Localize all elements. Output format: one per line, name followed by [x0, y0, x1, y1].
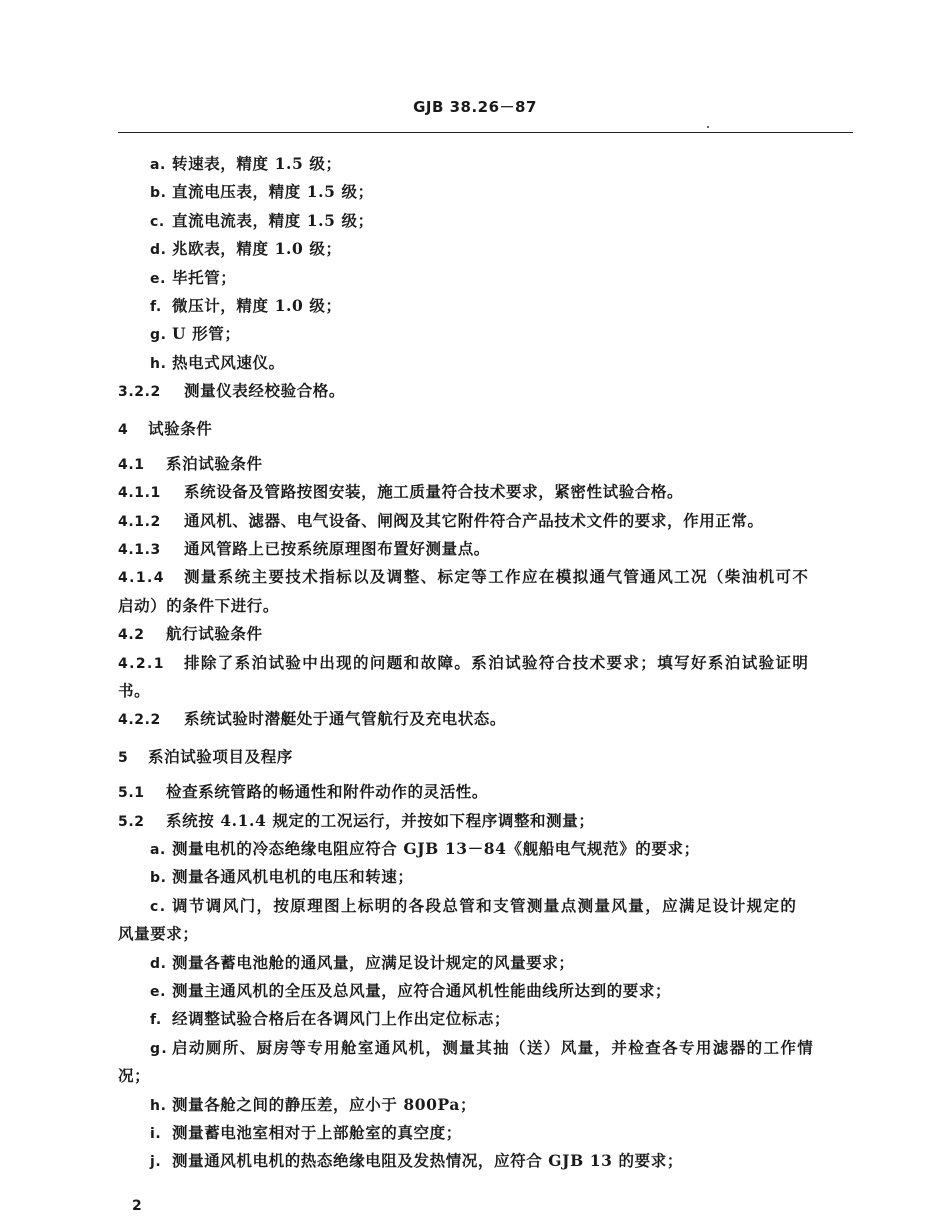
- list-item: f. 微压计，精度 1.0 级；: [150, 295, 342, 315]
- subsection-heading-4-1: 4.1 系泊试验条件: [118, 453, 263, 473]
- section-heading-4: 4 试验条件: [118, 418, 213, 438]
- clause-4-2-1: 4.2.1 排除了系泊试验中出现的问题和故障。系泊试验符合技术要求；填写好系泊试验证明: [118, 652, 810, 672]
- clause-5-2: 5.2 系统按 4.1.4 规定的工况运行，并按如下程序调整和测量；: [118, 810, 595, 830]
- list-item: g. U 形管；: [150, 324, 241, 344]
- list-item-cont: 风量要求；: [118, 924, 199, 944]
- list-item: d. 兆欧表，精度 1.0 级；: [150, 239, 342, 259]
- clause-4-2-1-cont: 书。: [118, 681, 151, 701]
- list-item: b. 测量各通风机电机的电压和转速；: [150, 867, 414, 887]
- list-item: c. 调节调风门，按原理图上标明的各段总管和支管测量点测量风量，应满足设计规定的: [150, 895, 798, 915]
- list-item: c. 直流电流表，精度 1.5 级；: [150, 210, 374, 230]
- scan-speck: [707, 126, 709, 128]
- list-item: h. 热电式风速仪。: [150, 352, 285, 372]
- clause-4-1-4: 4.1.4 测量系统主要技术指标以及调整、标定等工作应在模拟通气管通风工况（柴油机可不: [118, 567, 810, 587]
- clause-4-1-3: 4.1.3 通风管路上已按系统原理图布置好测量点。: [118, 539, 490, 559]
- list-item: a. 测量电机的冷态绝缘电阻应符合 GJB 13－84《舰船电气规范》的要求；: [150, 838, 700, 858]
- clause-4-1-2: 4.1.2 通风机、滤器、电气设备、闸阀及其它附件符合产品技术文件的要求，作用正常。: [118, 510, 764, 530]
- list-item-cont: 况；: [118, 1066, 151, 1086]
- header-rule: [118, 132, 853, 133]
- list-item: b. 直流电压表，精度 1.5 级；: [150, 182, 374, 202]
- list-item: e. 测量主通风机的全压及总风量，应符合通风机性能曲线所达到的要求；: [150, 980, 672, 1000]
- section-heading-5: 5 系泊试验项目及程序: [118, 746, 293, 766]
- list-item: j. 测量通风机电机的热态绝缘电阻及发热情况，应符合 GJB 13 的要求；: [150, 1151, 683, 1171]
- document-body: [118, 150, 858, 1176]
- document-header: GJB 38.26－87: [413, 98, 537, 116]
- list-item: h. 测量各舱之间的静压差，应小于 800Pa；: [150, 1094, 477, 1114]
- clause-5-1: 5.1 检查系统管路的畅通性和附件动作的灵活性。: [118, 782, 489, 802]
- list-item: e. 毕托管；: [150, 267, 237, 287]
- page-number: 2: [132, 1198, 142, 1214]
- list-item: d. 测量各蓄电池舱的通风量，应满足设计规定的风量要求；: [150, 952, 575, 972]
- subsection-heading-4-2: 4.2 航行试验条件: [118, 624, 263, 644]
- list-item: f. 经调整试验合格后在各调风门上作出定位标志；: [150, 1009, 511, 1029]
- clause-4-2-2: 4.2.2 系统试验时潜艇处于通气管航行及充电状态。: [118, 709, 507, 729]
- clause-4-1-4-cont: 启动）的条件下进行。: [118, 595, 280, 615]
- clause-3-2-2: 3.2.2 测量仪表经校验合格。: [118, 381, 346, 401]
- list-item: i. 测量蓄电池室相对于上部舱室的真空度；: [150, 1122, 462, 1142]
- list-item: a. 转速表，精度 1.5 级；: [150, 154, 342, 173]
- clause-4-1-1: 4.1.1 系统设备及管路按图安装，施工质量符合技术要求，紧密性试验合格。: [118, 482, 684, 502]
- list-item: g. 启动厕所、厨房等专用舱室通风机，测量其抽（送）风量，并检查各专用滤器的工作情: [150, 1037, 815, 1057]
